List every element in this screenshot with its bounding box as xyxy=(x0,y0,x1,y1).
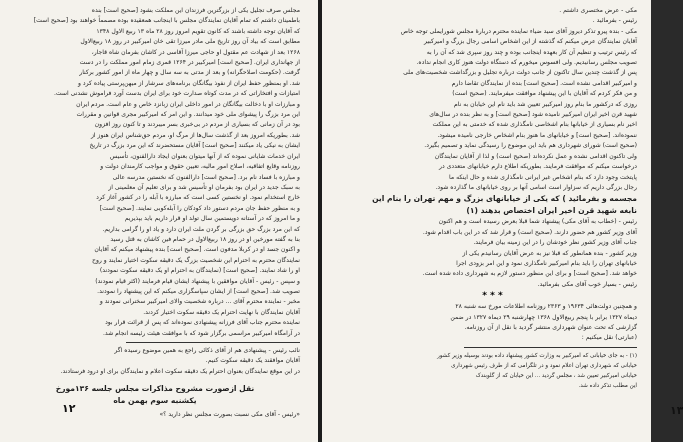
section-separator-stars: * * * xyxy=(482,291,503,302)
left-body-line: مطابق است که بیاد آن روز تاریخ ملی مادر میرزا تقی خان امیرکبیر در روز ۱۸ ربیع‌الاول xyxy=(80,38,300,46)
left-body-line: که این مرد بزرگ حق بزرگی بر گردن ملت ایران دارد و یاد او را گرامی بداریم. xyxy=(102,225,300,233)
closing-line: «رئیس - آقای مکی نسبت بصورت مجلس نظر دارید ؟» xyxy=(159,411,300,419)
right-body-line: ولی تاکنون اقدامی نشده و عمل نکرده‌اند (صحیح است) و لذا از آقایان نمایندگان xyxy=(434,152,637,160)
right-footnote-line: این مطلب تذکر داده شد. xyxy=(578,382,637,389)
left-body-text xyxy=(10,6,300,339)
right-footnote-text xyxy=(348,351,637,391)
left-body-line: شد. او بمنظور حفظ ایران از نفوذ بیگانگان برنامه‌های سرشار از میهن‌پرستی پیاده کرد و xyxy=(78,79,300,87)
right-body-text-3 xyxy=(348,302,637,344)
left-footer-text xyxy=(10,346,300,377)
right-body-line: و امیرکبیر اقدامی نشده است. [صحیح است] بنده از نمایندگان تقاضا دارم xyxy=(451,79,637,87)
left-footer-line: نائب رئیس - پیشنهادی هم از آقای ذکائی راجع به همین موضوع رسیده اگر xyxy=(114,347,300,354)
left-body-line: مجلس صرف تجلیل یکی از بزرگترین فرزندان این مملکت بشود [صحیح است] بنده xyxy=(91,7,300,14)
left-body-line: ۱۲۶۸ بعد از شهادت عم مقتول او حاجی میرزا آقاسی در کاشان بفرمان شاه قاجار، xyxy=(91,48,300,56)
right-body-line: که رئیس ترتیب و تنظیم آن کار بعهده اینجانب بوده و چند روز سپری شد که آن را به xyxy=(426,48,637,56)
left-body-line: خارج استخدام نمود. او نخستین کسی است که مبارزه با آبله را در کشور آغاز کرد xyxy=(96,194,300,202)
right-body3-line: و همچنین دولت‌هائی ۱۹۶۳۴ و ۲۳۶۳ روزنامه اطلاعات مورخ سه شنبه ۲۸ xyxy=(455,303,637,311)
left-body-line: و ما امروز که در آستانه دویستمین سال تولد او قرار داریم باید بپذیریم xyxy=(124,215,300,223)
left-body-line: بود در آن زمانی که بسیاری از مردم در بی‌خبری بسر میبردند و تا کنون روز افزون xyxy=(94,121,300,129)
right-body-line: شهید قرن اخیر ایران امیرکبیر نامیده شود [صحیح است] و به نظر بنده در سال‌های xyxy=(429,111,637,119)
right-body3-line: (عبارتی) نقل میکنیم : xyxy=(581,334,637,342)
left-body-line: تصویب شد. [صحیح است] از ایشان سپاسگزاری میکنم که این پیشنهاد را نمودند. xyxy=(97,287,300,295)
right-intro-line: رئیس - بفرمائید . xyxy=(592,17,637,25)
left-body-line: و مبارزه با فساد نام برد. [صحیح است] دارالفنون که نخستین مدرسه عالی xyxy=(112,173,300,181)
left-body-line: و مبارزات او با دخالت بیگانگان در امور داخلی ایران زبانزد خاص و عام است. مردم ایران xyxy=(76,100,300,108)
left-body-line: روزنامه وقایع اتفاقیه، اصلاح امور مالیه، تعیین حقوق و مواجب کارمندان دولت و xyxy=(100,163,300,171)
right-body2-line: خیابانهای تهران را باید بنام امیرکبیر نامگذاری نمود و این امر بزودی اجرا xyxy=(456,259,637,267)
right-body-line: پس از گذشت چندین سال تاکنون از جانب دولت درباره تجلیل و بزرگداشت شخصیت‌های ملی xyxy=(403,69,637,77)
right-body3-line: گزارشی که تحت عنوان شهرداری منتشر گردید با نقل از آن روزنامه. xyxy=(464,323,637,331)
heading-line-2: یکشنبه سوم بهمن ماه xyxy=(113,396,197,406)
right-body-line: رجال بزرگی داریم که سزاوار است اسامی آنها بر روی خیابانهای ما گذارده شود. xyxy=(435,183,637,191)
right-body3-line: دیماه ۱۳۲۷ برابر با پنجم ربیع‌الاول ۱۳۶۸ چهارشنبه ۲۹ دیماه ۱۳۲۷ در ضمن xyxy=(450,313,637,321)
left-body-line: در آرامگاه امیرکبیر مراسمی برگزار شود که با موافقت هیئت رئیسه انجام شد. xyxy=(102,329,300,337)
left-body-line: به سبک جدید در ایران بود بفرمان او تأسیس شد و برای تعلیم آن معلمینی از xyxy=(108,183,300,191)
left-body-line: ایران خدمات شایانی نموده که از آنها میتوان بعنوان ایجاد دارالفنون، تأسیس xyxy=(109,152,300,160)
right-body-line: تصویب مجلس رسانیدیم. ولی افسوس میخورم که دستگاه دولت هنوز کاری انجام نداده. xyxy=(416,59,637,67)
left-body-line: از جهانداری ایران. [صحیح است] امیرکبیر در ۱۲۶۴ قمری زمام امور مملکت را در دست xyxy=(79,59,300,67)
right-body-line: آقایان نمایندگان عرض میکنم که گذشته از این اشخاص اسامی رجال بزرگ و امیرکبیر xyxy=(423,38,637,46)
left-divider xyxy=(126,342,300,343)
left-footer-line: در این موقع نمایندگان بعنوان احترام یک دقیقه سکوت اعلام و نمایندگان برای او درود فرستادند. xyxy=(60,367,300,375)
left-body-line: نمایندگان محترم به احترام این شخصیت بزرگ یک دقیقه سکوت اختیار نمایند و روح xyxy=(92,256,300,264)
left-page xyxy=(0,0,318,442)
left-heading xyxy=(10,383,300,420)
right-body-line: پایتخت وجود دارد که بنام اشخاص غیر ایرانی نامگذاری شده و حال اینکه ما xyxy=(449,173,637,181)
left-body-line: او را شاد نمایند. [صحیح است] (نمایندگان به احترام او یک دقیقه سکوت نمودند) xyxy=(99,267,300,275)
page-number-left: ۱۲ xyxy=(62,402,76,415)
left-body-line: گرفت. (حکومت اصلاحگرانه) و بعد از مدتی به سه سال و چهار ماه از امور کشور برکنار xyxy=(79,69,300,77)
right-body-text-2 xyxy=(348,217,637,290)
left-body-line: نماینده محترم جناب آقای فرزانه پیشنهادی نموده‌اند که پس از قرائت قرار بود xyxy=(105,319,300,327)
right-intro-text xyxy=(348,6,637,27)
left-body-line: بنا به گفته مورخین او در روز ۱۸ ربیع‌الاول در حمام فین کاشان به قتل رسید xyxy=(110,235,300,243)
right-intro-line: مکی - عرض مختصری داشتم . xyxy=(559,7,637,14)
left-body-line: شد. بطوریکه امروز بعد از گذشت سال‌ها از مرگ او، مردم حق‌شناس ایران هنوز از xyxy=(90,131,300,139)
left-body-line: آقایان نمایندگان با نهایت احترام یک دقیقه سکوت اختیار کردند. xyxy=(143,308,300,316)
right-footnote-line: (۱) - به جای خیابانی که امیرکبیر به وزارت کشور پیشنهاد داده بودند بوسیله وزیر کشور xyxy=(437,352,637,359)
right-body2-line: جناب آقای وزیر کشور نظر خودشان را در این زمینه بیان فرمایند. xyxy=(473,239,637,247)
right-body-line: ننموده‌اند. [صحیح است] و خیابانهای ما هنوز بنام اشخاص خارجی نامیده میشود. xyxy=(437,131,637,139)
left-footer-line: آقایان موافقند یک دقیقه سکوت کنیم. xyxy=(205,357,300,365)
left-body-line: که آقایان توجه داشته باشند که کانون تقویم امروز روز ۲۸ ماه ۱۳ ربیع الاول ۱۳۴۸ xyxy=(96,27,300,35)
left-body-line: و سپس - رئیس - آقایان موافقین با پیشنهاد ایشان قیام فرمایند (اکثر قیام نمودند) xyxy=(95,277,300,285)
right-body2-line: آقای وزیر کشور هم حضور دارند. (صحیح است) و قرار شد که در این باب اقدام شود. xyxy=(422,228,637,236)
right-footnote-line: خیابانی امیرکبیر تعیین شد ، مجلس گردید ... این خیابان که از گلوبندک xyxy=(475,372,637,379)
left-body-line: و اکنون جسد او در کربلا مدفون است. [صحیح است] بنده پیشنهاد میکنم که آقایان xyxy=(94,246,300,254)
right-page xyxy=(322,0,683,442)
heading-line-1: نقل ازصورت مشروح مذاکرات مجلس جلسه ۱۳۶مورخ xyxy=(55,384,255,394)
right-body-line: اخیر نام بسیاری از خیابانها بنام اشخاصی نامگذاری شده که خدمتی به این مملکت xyxy=(432,121,637,129)
right-body-text xyxy=(348,27,637,218)
right-footnote-divider xyxy=(464,347,637,348)
right-body-line: روزی که درکشور ما بنام روز امیرکبیر تعیین شد باید نام این خیابان به نام xyxy=(453,100,637,108)
right-body2-line: خواهد شد. [صحیح است] و برای این منظور دستور لازم به شهرداری داده شده است. xyxy=(422,270,637,278)
left-body-line: امتیازات و افتخاراتی که در مدت کوتاه صدارت خود برای ایران بدست آورد فراموش نشدنی است. xyxy=(53,90,300,98)
right-footnote-line: خیابانی که شهرداری تهران اعلام نمود و در تلگرامی که از طرف رئیس شهرداری xyxy=(451,362,637,369)
right-body2-line: رئیس - (خطاب به آقای مکی) پیشنهاد شما قبلا بعرض رسیده است و هم اکنون xyxy=(438,218,637,226)
page-number-right: ۱۳ xyxy=(670,404,683,417)
left-body-line: مخبر - نماینده محترم آقای ... درباره شخصیت والای امیرکبیر سخنرانی نمودند و xyxy=(99,298,300,306)
right-body-line: مجسمه و بفرمائید ) که یکی از خیابانهای بزرگ و مهم تهران را بنام این xyxy=(372,194,637,204)
right-body-line: (صحیح است) شورای شهرداری هم باید این موضوع را رسیدگی نماید و تصمیم بگیرد. xyxy=(424,142,637,150)
left-body-line: و به منظور حفظ جان مردم دستور داد کودکان را آبله‌کوبی نمایند. [صحیح است] xyxy=(99,204,300,212)
right-body-line: و من فکر کردم که آقایان با این پیشنهاد موافقت میفرمایند. (صحیح است) xyxy=(452,90,637,98)
right-body2-line: رئیس - بسیار خوب آقای مکی بفرمائید. xyxy=(537,280,637,288)
right-body2-line: وزیر کشور - بنده همانطور که قبلا نیز به عرض آقایان رسانیدم یکی از xyxy=(462,249,637,257)
left-body-line: این مرد بزرگ را پیشوای ملی خود میدانند. و این امر که امیرکبیر مجری قوانین و مقررات xyxy=(76,111,300,119)
right-body-line: نابغه شهید قرن اخیر ایران اختصاص بدهند (۱) xyxy=(466,206,637,216)
left-body-line: باطمینان داشتم که تمام آقایان نمایندگان مجلس با اینجانب همعقیده بوده مصمماً خواهند بود [صحیح است] xyxy=(33,17,300,25)
left-body-line: ایشان به نیکی یاد میکنند [صحیح است] آقایان مستحضرند که این مرد بزرگ در تاریخ xyxy=(89,142,300,150)
right-body-line: درخواست میکنم که موافقت فرمایند. بطوریکه اطلاع دارم خیابانهای متعددی در xyxy=(439,163,637,171)
right-body-line: مکی - بنده پیرو تذکر دیروز آقای سید ضیاء نماینده محترم دربارهٔ مجلس شورایملی توجه خاص xyxy=(400,27,637,35)
